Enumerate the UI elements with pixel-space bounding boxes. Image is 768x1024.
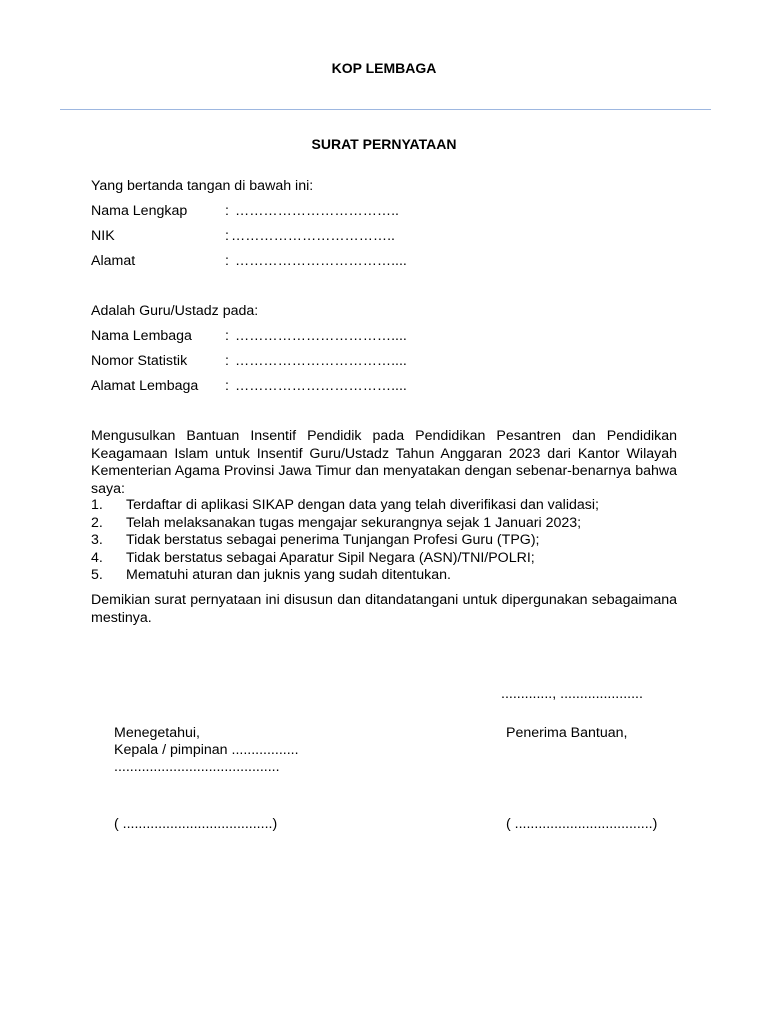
field-colon: : [225,353,229,369]
head-title-blank: .......................................... [114,759,280,775]
list-text: Mematuhi aturan dan juknis yang sudah ditentukan. [126,567,451,583]
field-label: Nama Lembaga [91,328,192,344]
field-blank: …………………………….... [235,378,407,394]
field-blank: …………………………….. [231,228,395,244]
left-signature-block [114,725,299,776]
field-row-alamat-lembaga [91,374,407,399]
acknowledged-label: Menegetahui, [114,725,200,741]
list-item [91,497,691,515]
letterhead-placeholder: KOP LEMBAGA [331,60,437,76]
signer-intro: Yang bertanda tangan di bawah ini: [91,178,314,194]
recipient-label: Penerima Bantuan, [506,725,628,741]
statement-list [91,497,691,585]
field-blank: …………………………….... [235,253,407,269]
list-number: 4. [91,549,103,566]
field-colon: : [225,203,229,219]
list-number: 5. [91,567,103,583]
field-row-nama-lengkap [91,199,407,224]
field-label: NIK [91,228,115,244]
list-text: Tidak berstatus sebagai Aparatur Sipil Negara (ASN)/TNI/POLRI; [126,549,535,566]
field-row-nik [91,224,407,249]
field-row-alamat [91,249,407,274]
list-number: 1. [91,497,103,513]
field-blank: …………………………….. [235,203,399,219]
field-row-nama-lembaga [91,324,407,349]
list-number: 2. [91,514,103,531]
field-label: Nomor Statistik [91,353,188,369]
institution-section [91,299,407,399]
field-blank: …………………………….... [235,353,407,369]
list-item [91,567,691,585]
field-label: Alamat [91,253,136,269]
left-signature-name: ( ......................................) [114,816,278,832]
list-item [91,532,691,550]
list-item [91,550,691,568]
right-signature-name: ( ...................................) [506,816,658,832]
signer-section [91,174,407,274]
document-title: SURAT PERNYATAAN [311,136,457,152]
institution-intro: Adalah Guru/Ustadz pada: [91,303,259,319]
field-colon: : [225,228,229,244]
field-label: Alamat Lembaga [91,378,199,394]
closing-paragraph: Demikian surat pernyataan ini disusun dan ditandatangani untuk dipergunakan sebagaimana mestinya. [91,592,677,626]
place-date-line: ............., ..................... [501,686,643,702]
list-number: 3. [91,532,103,548]
head-of-institution-label: Kepala / pimpinan ................. [114,742,299,758]
list-text: Terdaftar di aplikasi SIKAP dengan data yang telah diverifikasi dan validasi; [126,497,599,513]
header-divider [60,109,711,110]
field-colon: : [225,253,229,269]
field-row-nomor-statistik [91,349,407,374]
field-colon: : [225,328,229,344]
field-colon: : [225,378,229,394]
list-text: Tidak berstatus sebagai penerima Tunjangan Profesi Guru (TPG); [126,532,540,548]
field-blank: …………………………….... [235,328,407,344]
list-text: Telah melaksanakan tugas mengajar sekurangnya sejak 1 Januari 2023; [126,514,582,531]
statement-paragraph: Mengusulkan Bantuan Insentif Pendidik pada Pendidikan Pesantren dan Pendidikan Keagamaan Islam untuk Insentif Guru/Ustadz Tahun Anggaran 2023 dari Kantor Wilayah Kementerian Agama Provinsi Jawa Timur dan menyatakan dengan sebenar-benarnya bahwa saya: [91,428,677,497]
field-label: Nama Lengkap [91,203,188,219]
list-item [91,515,691,533]
